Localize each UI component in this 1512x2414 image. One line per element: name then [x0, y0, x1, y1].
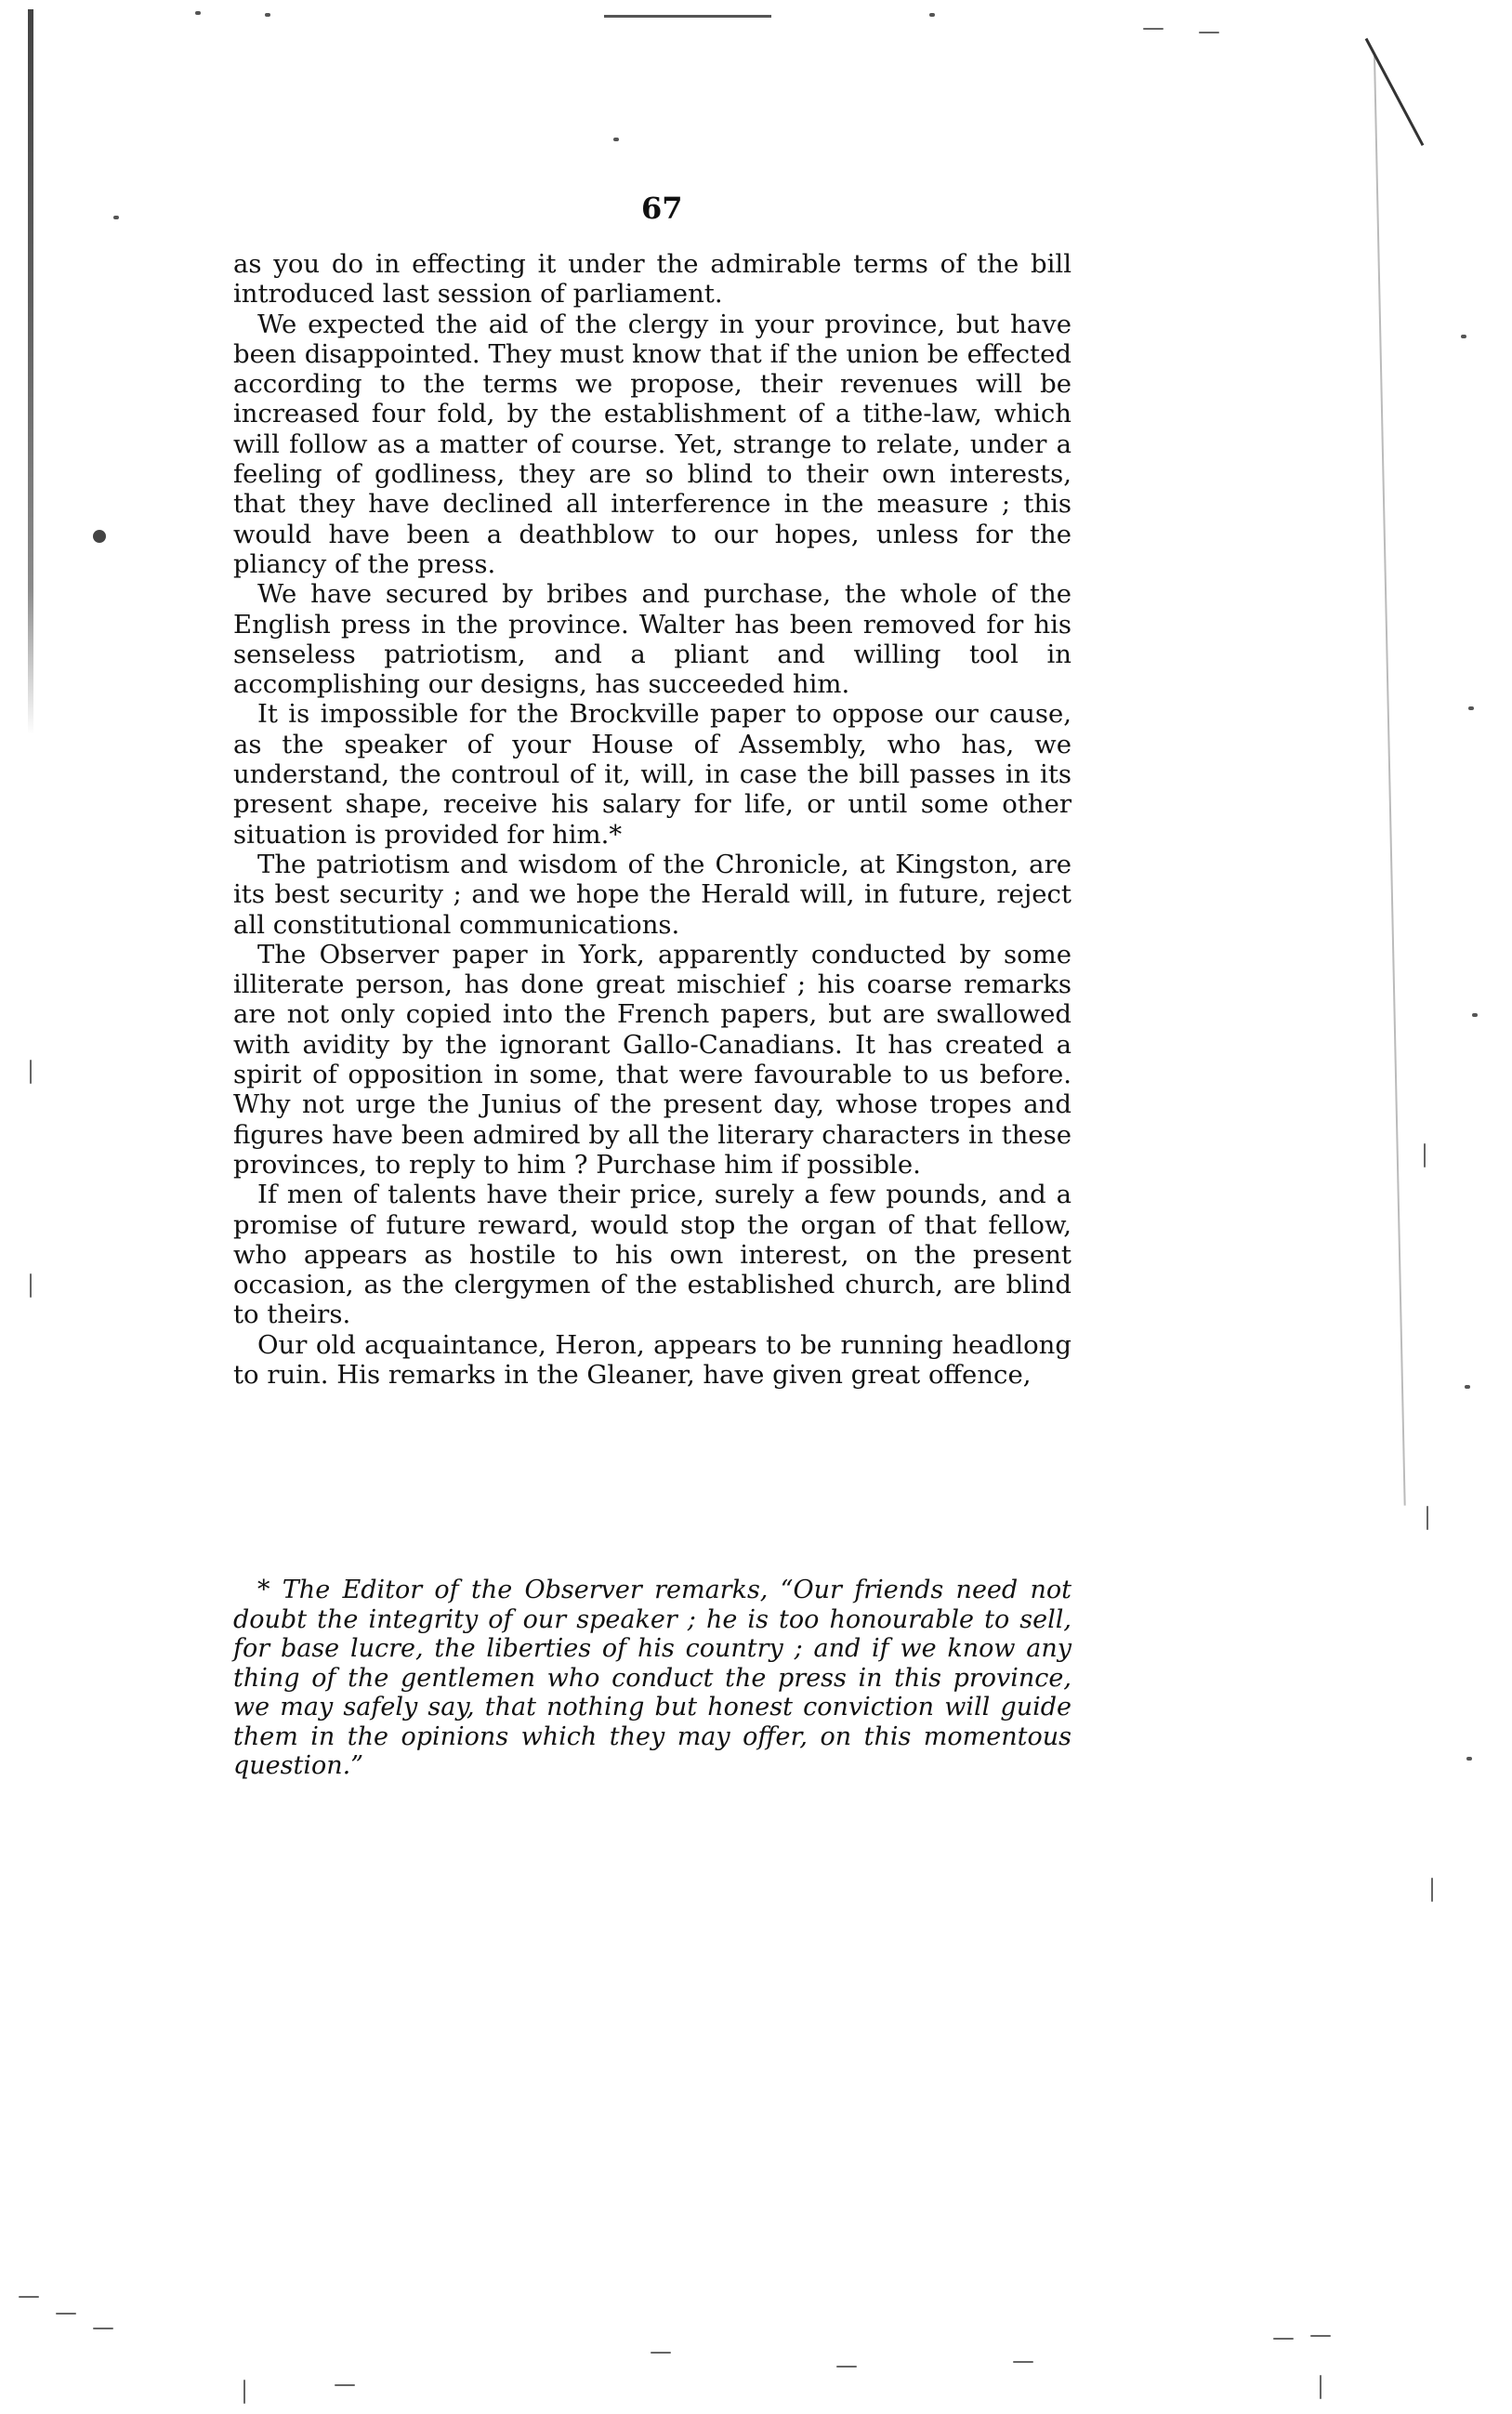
- scan-speck: [1273, 2338, 1294, 2340]
- footnote: [233, 1576, 1072, 1781]
- scan-speck: [93, 530, 106, 543]
- scan-speck: [56, 2313, 76, 2315]
- paragraph: The Observer paper in York, apparently conducted by some illiterate person, has done great mischief ; his coarse remarks are not only copied into the French papers, but are swallowed with avidity by the ignorant Gallo-Canadians. It has created a spirit of opposition in some, that were favourable to us before. Why not urge the Junius of the present day, whose tropes and figures have been admired by all the literary characters in these provinces, to reply to him ? Purchase him if possible.: [233, 939, 1072, 1180]
- scan-speck: [1320, 2375, 1321, 2399]
- scan-speck: [836, 2366, 857, 2368]
- scan-speck: [265, 13, 270, 17]
- scan-speck: [30, 1273, 32, 1298]
- scan-speck: [1431, 1878, 1433, 1902]
- paragraph: We expected the aid of the clergy in your province, but have been disappointed. They must know that if the union be effected according to the terms we propose, their revenues will be increased four fold, by the establishment of a tithe-law, which will follow as a matter of course. Yet, strange to relate, under a feeling of godliness, they are so blind to their own interests, that they have declined all interference in the measure ; this would have been a deathblow to our hopes, unless for the pliancy of the press.: [233, 309, 1072, 579]
- scan-edge-left: [28, 9, 33, 734]
- scan-speck: [1465, 1385, 1470, 1389]
- scan-speck: [1310, 2335, 1331, 2337]
- paragraph: We have secured by bribes and purchase, the whole of the English press in the province. Walter has been removed for his senseless patriotism, and a pliant and willing tool in accomplishing our designs, has succeeded him.: [233, 579, 1072, 700]
- scan-edge-top: [604, 15, 771, 18]
- scan-speck: [195, 11, 201, 15]
- scan-speck: [651, 2352, 671, 2354]
- paragraph: If men of talents have their price, surely a few pounds, and a promise of future reward, would stop the organ of that fellow, who appears as hostile to his own interest, on the present occasion, as the clergymen of the established church, are blind to theirs.: [233, 1180, 1072, 1330]
- scan-speck: [1468, 706, 1474, 710]
- scan-speck: [1461, 335, 1466, 338]
- scan-speck: [1199, 32, 1219, 33]
- body-text: [233, 249, 1072, 1390]
- footnote-text: * The Editor of the Observer remarks, “Our friends need not doubt the integrity of our speaker ; he is too honourable to sell, for base lucre, the liberties of his country ; and if we know any thing of the gentlemen who conduct the press in this province, we may safely say, that nothing but honest conviction will guide them in the opinions which they may offer, on this momentous question.”: [233, 1576, 1072, 1780]
- scan-speck: [1466, 1757, 1472, 1761]
- paragraph: The patriotism and wisdom of the Chronicle, at Kingston, are its best security ; and we hope the Herald will, in future, reject all constitutional communications.: [233, 849, 1072, 940]
- scan-speck: [1472, 1013, 1478, 1017]
- scan-speck: [1424, 1143, 1426, 1167]
- paragraph: as you do in effecting it under the admirable terms of the bill introduced last session of parliament.: [233, 249, 1072, 310]
- scan-speck: [1427, 1506, 1428, 1530]
- scan-speck: [1143, 28, 1164, 30]
- scan-speck: [93, 2328, 113, 2329]
- scan-speck: [929, 13, 935, 17]
- scan-speck: [19, 2296, 39, 2298]
- scan-speck: [243, 2380, 245, 2404]
- paragraph: Our old acquaintance, Heron, appears to be running headlong to ruin. His remarks in the Gleaner, have given great offence,: [233, 1329, 1072, 1390]
- scan-speck: [113, 216, 119, 219]
- page-number: 67: [641, 191, 683, 226]
- scan-speck: [335, 2384, 355, 2386]
- paragraph: It is impossible for the Brockville paper to oppose our cause, as the speaker of your House of Assembly, who has, we understand, the controul of it, will, in case the bill passes in its present shape, receive his salary for life, or until some other situation is provided for him.*: [233, 699, 1072, 850]
- scan-speck: [613, 138, 619, 141]
- scan-edge-right: [1374, 56, 1406, 1506]
- scan-speck: [1013, 2361, 1033, 2363]
- scan-speck: [30, 1060, 32, 1084]
